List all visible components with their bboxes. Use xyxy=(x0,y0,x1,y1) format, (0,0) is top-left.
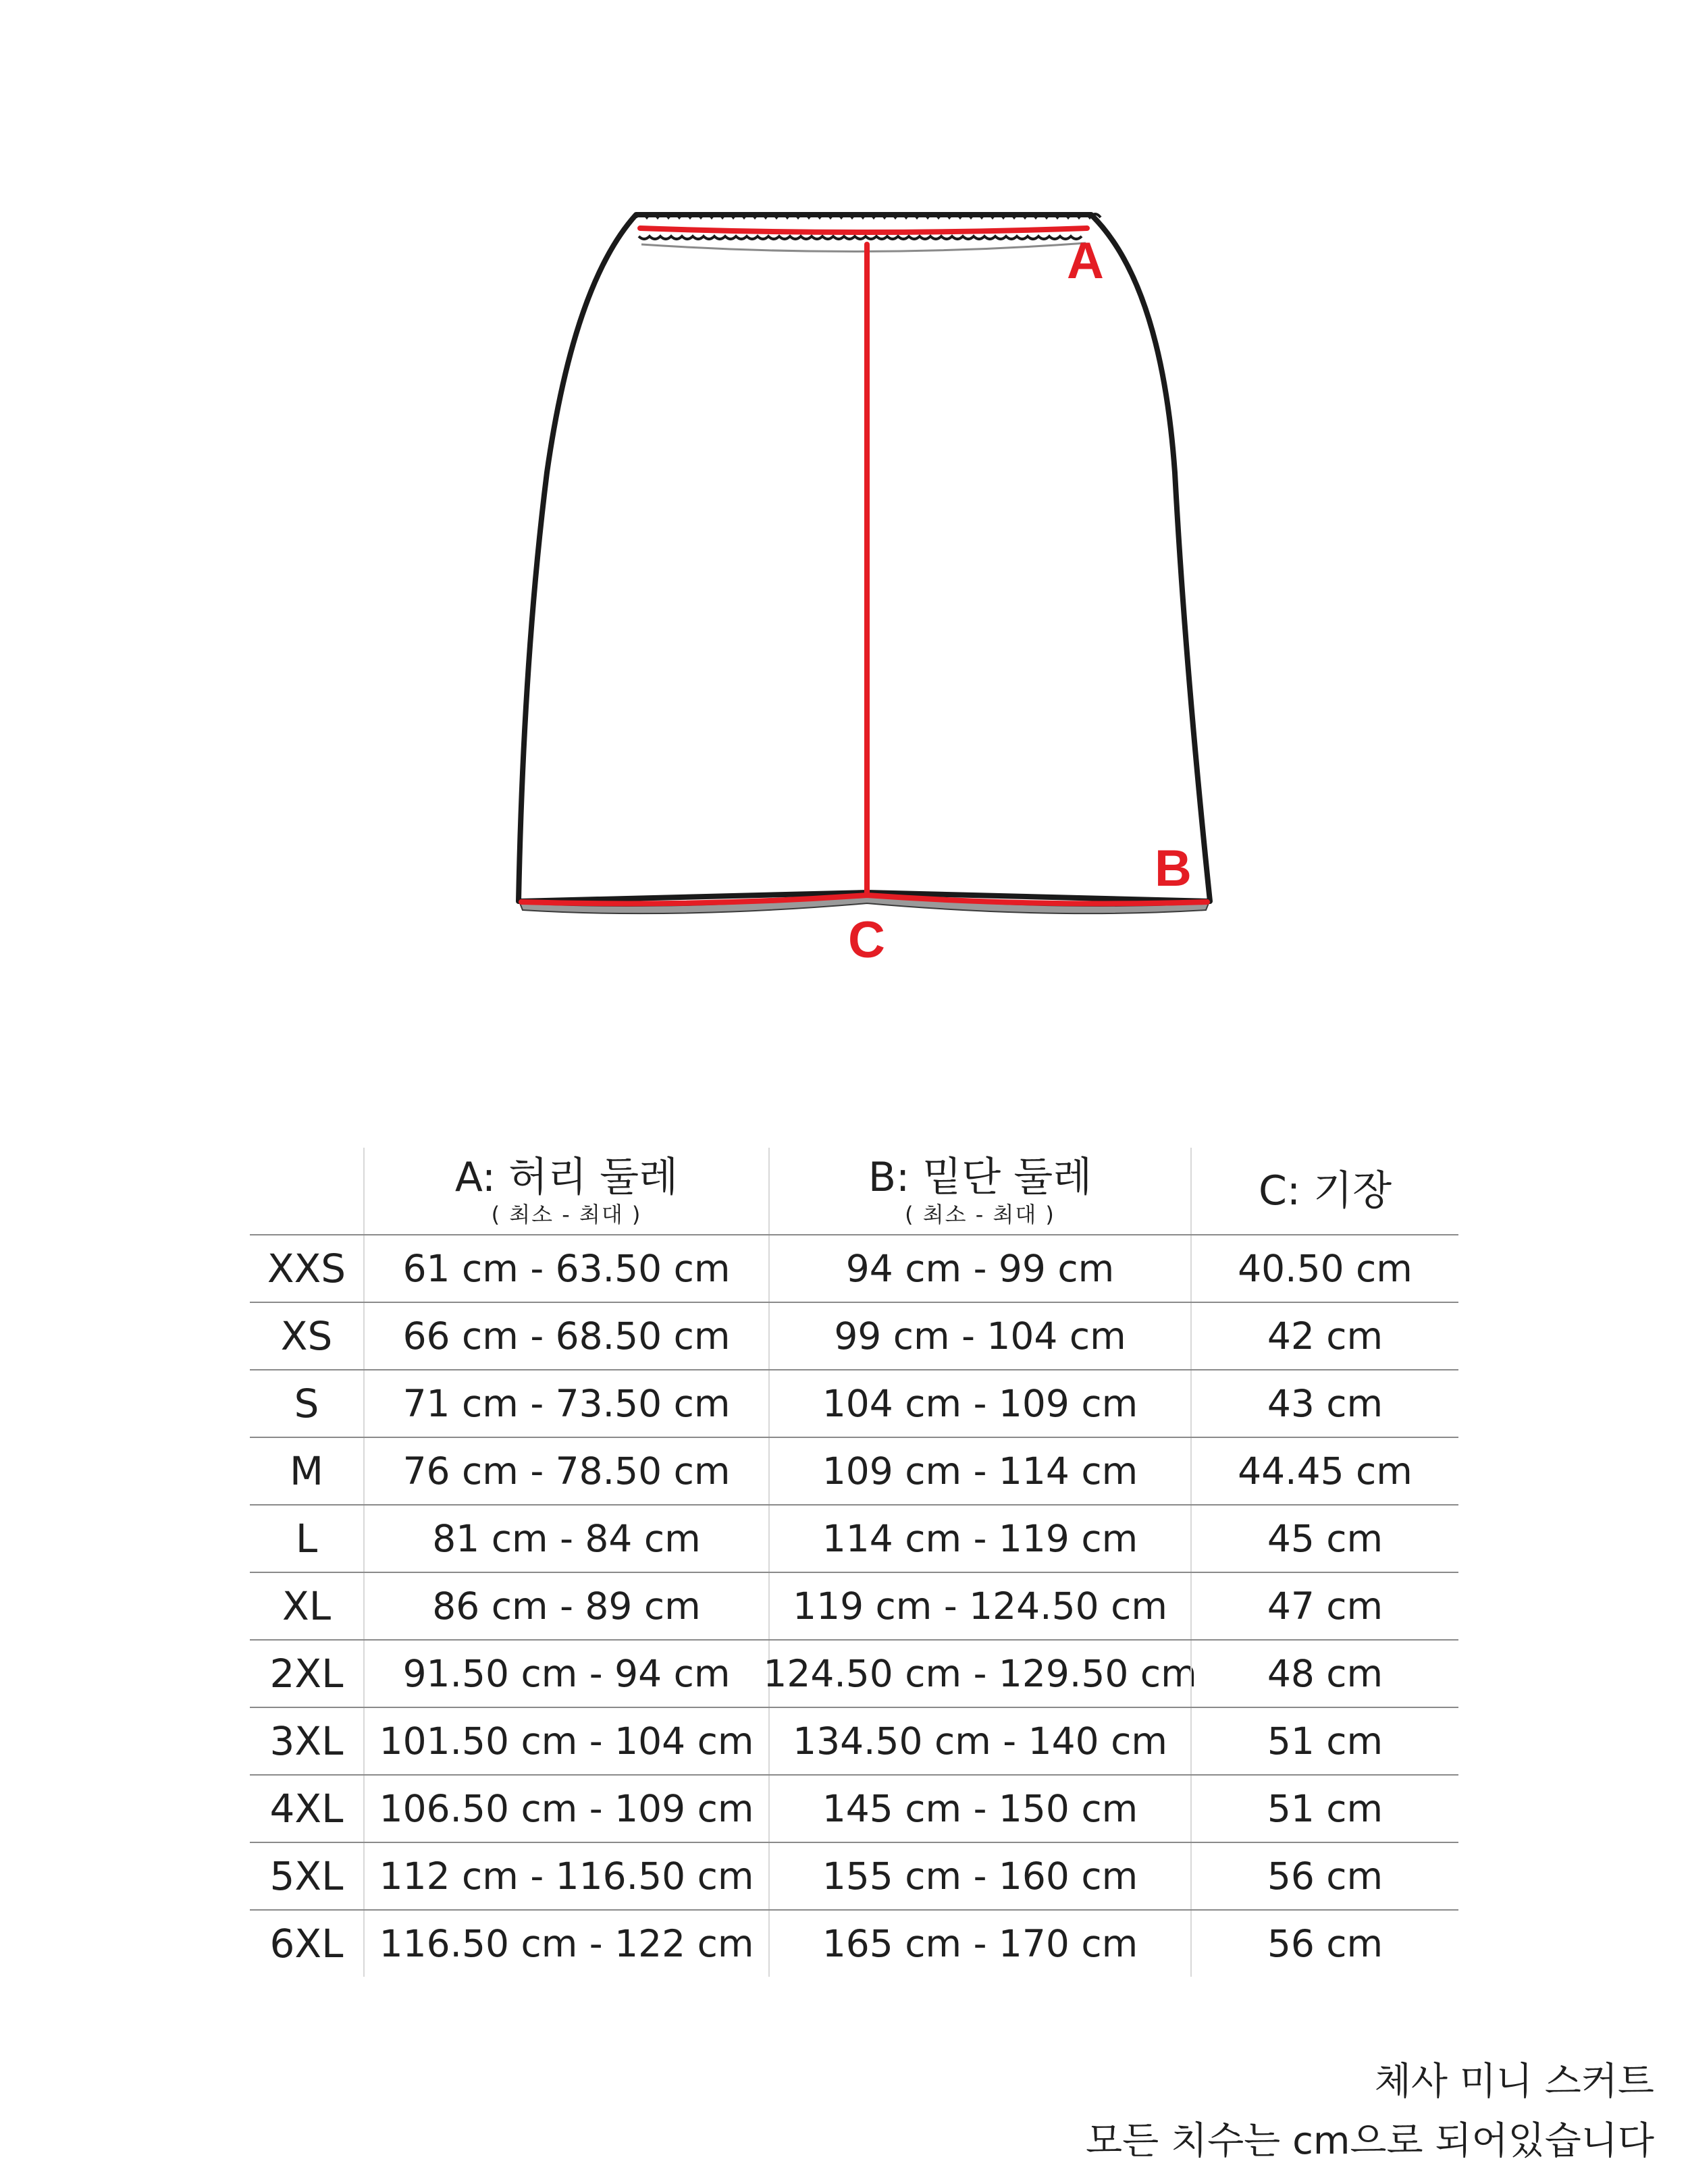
label-a: A xyxy=(1067,232,1104,290)
size-cell: 3XL xyxy=(269,1718,344,1764)
length-cell: 40.50 cm xyxy=(1190,1235,1458,1302)
size-cell: 6XL xyxy=(269,1921,344,1967)
table-body xyxy=(250,1235,1458,1977)
size-chart-table xyxy=(250,1148,1458,1977)
label-b: B xyxy=(1155,840,1192,897)
table-row xyxy=(250,1843,1458,1911)
hem-cell: 99 cm - 104 cm xyxy=(768,1303,1190,1369)
size-cell: 5XL xyxy=(269,1853,344,1899)
length-cell: 51 cm xyxy=(1190,1776,1458,1842)
hem-cell: 145 cm - 150 cm xyxy=(768,1776,1190,1842)
table-header-row xyxy=(250,1148,1458,1235)
header-length-title: C: 기장 xyxy=(1258,1167,1392,1215)
table-row xyxy=(250,1911,1458,1977)
hem-cell: 94 cm - 99 cm xyxy=(768,1235,1190,1302)
header-waist xyxy=(363,1148,768,1234)
length-cell: 56 cm xyxy=(1190,1911,1458,1977)
table-row xyxy=(250,1708,1458,1776)
label-c: C xyxy=(848,911,885,969)
size-cell: XL xyxy=(282,1583,332,1629)
header-size-cell xyxy=(250,1148,363,1234)
header-waist-subtitle: ( 최소 - 최대 ) xyxy=(491,1202,642,1227)
table-row xyxy=(250,1641,1458,1708)
waist-cell: 71 cm - 73.50 cm xyxy=(363,1370,768,1437)
size-cell: 2XL xyxy=(269,1651,344,1697)
size-cell: XS xyxy=(280,1313,333,1359)
table-row xyxy=(250,1776,1458,1843)
table-row xyxy=(250,1370,1458,1438)
hem-cell: 114 cm - 119 cm xyxy=(768,1506,1190,1572)
waist-cell: 112 cm - 116.50 cm xyxy=(363,1843,768,1909)
hem-cell: 155 cm - 160 cm xyxy=(768,1843,1190,1909)
waist-cell: 61 cm - 63.50 cm xyxy=(363,1235,768,1302)
hem-cell: 119 cm - 124.50 cm xyxy=(768,1573,1190,1639)
hem-cell: 104 cm - 109 cm xyxy=(768,1370,1190,1437)
length-cell: 45 cm xyxy=(1190,1506,1458,1572)
header-length xyxy=(1190,1148,1458,1234)
waist-cell: 66 cm - 68.50 cm xyxy=(363,1303,768,1369)
size-cell: 4XL xyxy=(269,1786,344,1832)
waist-cell: 91.50 cm - 94 cm xyxy=(363,1641,768,1707)
length-cell: 48 cm xyxy=(1190,1641,1458,1707)
waist-cell: 81 cm - 84 cm xyxy=(363,1506,768,1572)
waist-cell: 86 cm - 89 cm xyxy=(363,1573,768,1639)
waist-cell: 101.50 cm - 104 cm xyxy=(363,1708,768,1774)
waist-cell: 76 cm - 78.50 cm xyxy=(363,1438,768,1504)
header-waist-title: A: 허리 둘레 xyxy=(454,1154,679,1201)
table-row xyxy=(250,1506,1458,1573)
table-row xyxy=(250,1303,1458,1370)
waist-cell: 106.50 cm - 109 cm xyxy=(363,1776,768,1842)
table-row xyxy=(250,1235,1458,1303)
footer xyxy=(1086,2052,1654,2171)
length-cell: 44.45 cm xyxy=(1190,1438,1458,1504)
units-note: 모든 치수는 cm으로 되어있습니다 xyxy=(1086,2119,1654,2163)
size-cell: M xyxy=(289,1448,324,1494)
length-cell: 51 cm xyxy=(1190,1708,1458,1774)
length-cell: 43 cm xyxy=(1190,1370,1458,1437)
product-name: 체사 미니 스커트 xyxy=(1374,2060,1654,2104)
header-hem-subtitle: ( 최소 - 최대 ) xyxy=(905,1202,1055,1227)
length-cell: 42 cm xyxy=(1190,1303,1458,1369)
hem-cell: 124.50 cm - 129.50 cm xyxy=(768,1641,1190,1707)
skirt-diagram xyxy=(0,0,1688,979)
length-cell: 47 cm xyxy=(1190,1573,1458,1639)
header-hem xyxy=(768,1148,1190,1234)
size-cell: S xyxy=(294,1381,319,1427)
size-cell: L xyxy=(295,1516,318,1562)
length-cell: 56 cm xyxy=(1190,1843,1458,1909)
hem-cell: 165 cm - 170 cm xyxy=(768,1911,1190,1977)
size-cell: XXS xyxy=(267,1246,346,1291)
table-row xyxy=(250,1438,1458,1506)
header-hem-title: B: 밑단 둘레 xyxy=(868,1154,1092,1201)
hem-cell: 134.50 cm - 140 cm xyxy=(768,1708,1190,1774)
table-row xyxy=(250,1573,1458,1641)
hem-cell: 109 cm - 114 cm xyxy=(768,1438,1190,1504)
waist-cell: 116.50 cm - 122 cm xyxy=(363,1911,768,1977)
